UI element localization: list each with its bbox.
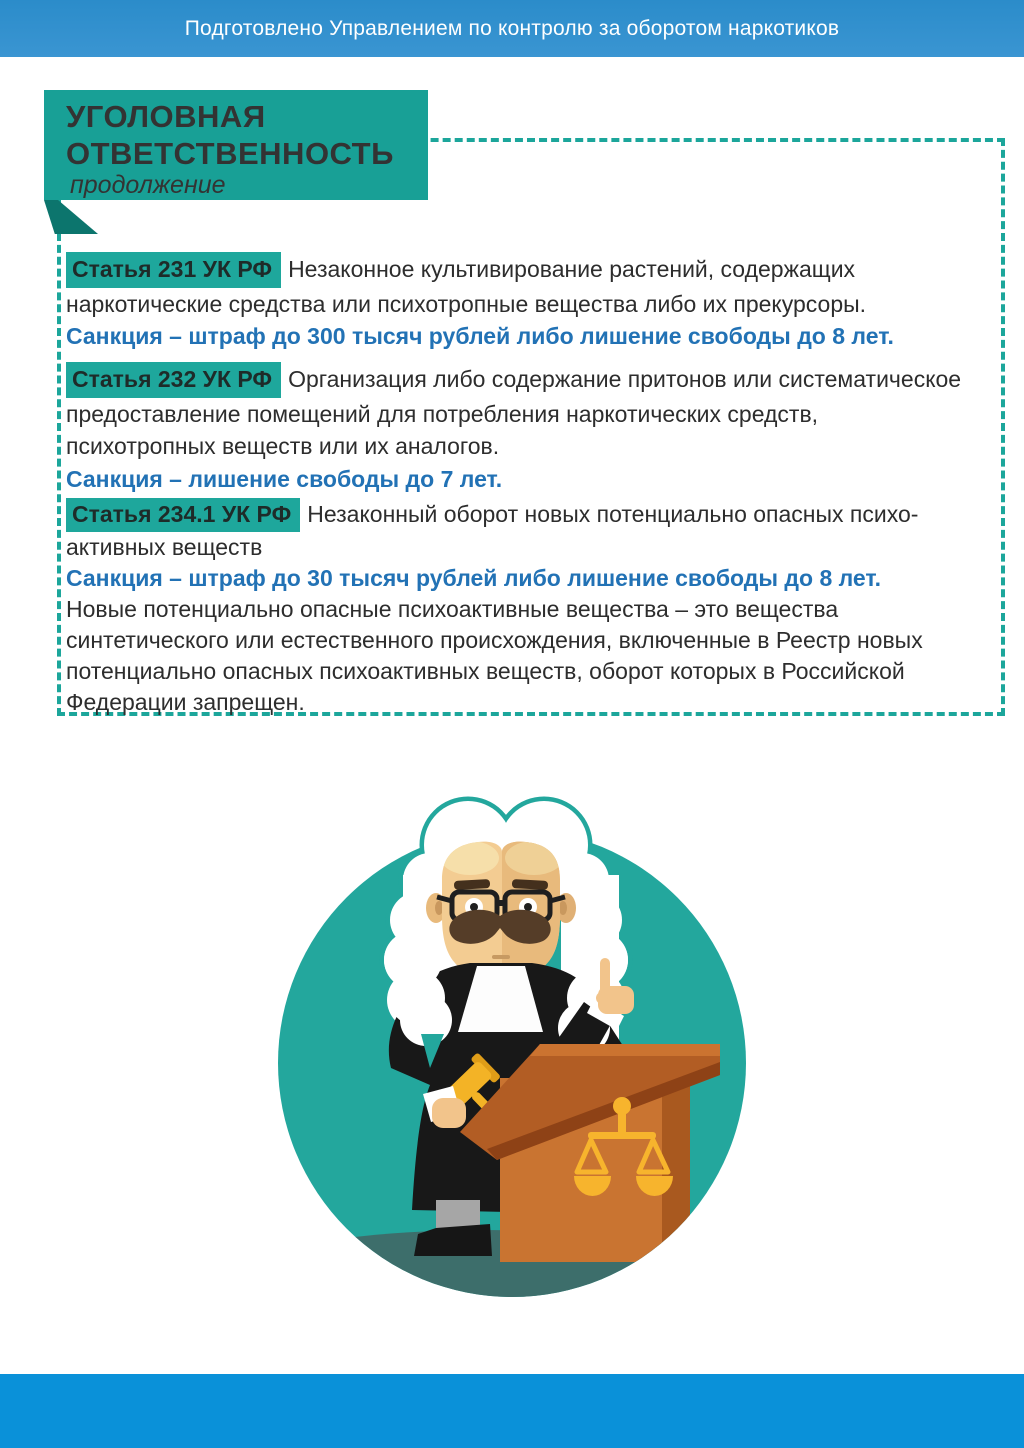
page-title-line2: ОТВЕТСТВЕННОСТЬ	[66, 136, 394, 171]
article-note-line: потенциально опасных психоактивных веществ, оборот которых в Российской	[66, 658, 905, 684]
article-line: предоставление помещений для потребления наркотических средств,	[66, 400, 819, 427]
article-text: Организация либо содержание притонов или систематическое	[288, 366, 962, 392]
article-text: Незаконное культивирование растений, содержащих	[288, 256, 856, 282]
sanction-line: Санкция – штраф до 30 тысяч рублей либо лишение свободы до 8 лет.	[66, 565, 882, 591]
sanction-line: Санкция – штраф до 300 тысяч рублей либо лишение свободы до 8 лет.	[66, 323, 894, 349]
page-title-line1: УГОЛОВНАЯ	[66, 99, 266, 134]
article-line: активных веществ	[66, 534, 263, 560]
article-label: Статья 232 УК РФ	[66, 362, 281, 398]
article-label: Статья 234.1 УК РФ	[66, 498, 300, 532]
sanction-line: Санкция – лишение свободы до 7 лет.	[66, 465, 503, 492]
page-subtitle: продолжение	[70, 171, 226, 199]
article-note-line: Федерации запрещен.	[66, 689, 305, 715]
article-text: Незаконный оборот новых потенциально опасных психо-	[307, 501, 919, 527]
bottom-banner	[0, 1374, 1024, 1448]
judge-left-hand	[432, 1098, 466, 1128]
article-line: наркотические средства или психотропные вещества либо их прекурсоры.	[66, 290, 867, 317]
top-banner-text: Подготовлено Управлением по контролю за оборотом наркотиков	[184, 16, 840, 40]
article-line: психотропных веществ или их аналогов.	[66, 433, 500, 459]
article-label: Статья 231 УК РФ	[66, 252, 281, 288]
article-note-line: Новые потенциально опасные психоактивные вещества – это вещества	[66, 596, 839, 622]
article-note-line: синтетического или естественного происхождения, включенные в Реестр новых	[66, 627, 923, 653]
